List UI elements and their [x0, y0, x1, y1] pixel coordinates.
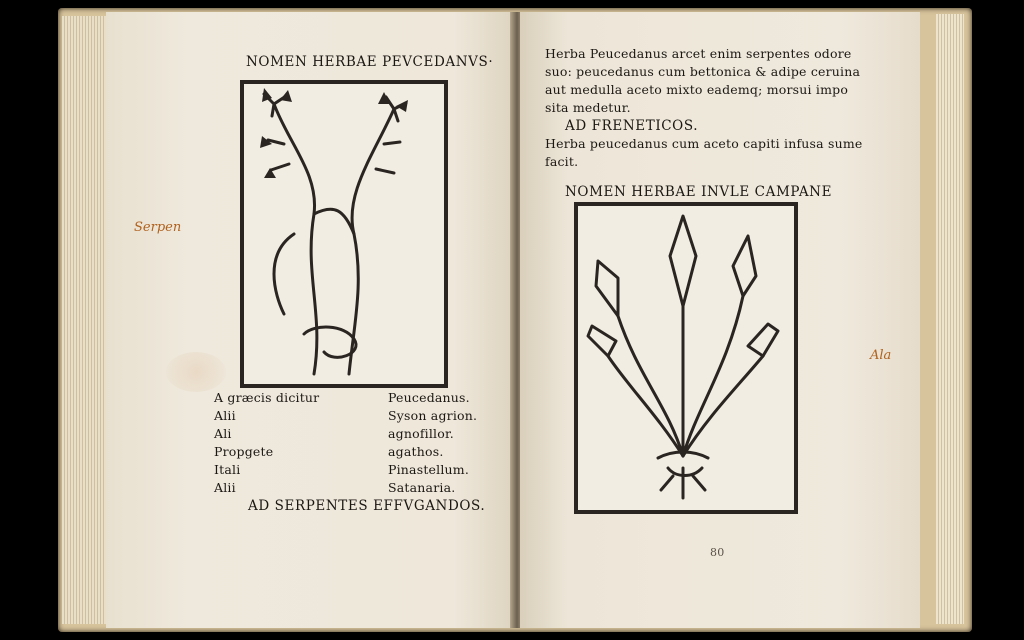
synonym-label: Alii: [214, 480, 236, 495]
peucedanus-illustration: [244, 84, 444, 384]
text-line: sita medetur.: [545, 100, 631, 115]
left-heading: NOMEN HERBAE PEVCEDANVS·: [246, 54, 494, 70]
synonym-label: Ali: [214, 426, 232, 441]
text-line: aut medulla aceto mixto eademq; morsui impo: [545, 82, 849, 97]
page-edges-right: [936, 14, 964, 624]
text-line: facit.: [545, 154, 579, 169]
peucedanus-woodcut: [240, 80, 448, 388]
text-line: suo: peucedanus cum bettonica & adipe ceruina: [545, 64, 861, 79]
synonym-name: agathos.: [388, 444, 444, 459]
inula-woodcut: [574, 202, 798, 514]
page-number: 80: [710, 546, 725, 559]
synonym-label: Alii: [214, 408, 236, 423]
synonym-name: Pinastellum.: [388, 462, 470, 477]
right-subheading: AD FRENETICOS.: [565, 118, 699, 134]
synonym-label: A græcis dicitur: [214, 390, 320, 405]
synonym-name: agnofillor.: [388, 426, 454, 441]
open-book: [58, 8, 972, 632]
synonym-name: Satanaria.: [388, 480, 456, 495]
text-line: Herba peucedanus cum aceto capiti infusa sume: [545, 136, 863, 151]
left-page: [106, 12, 516, 628]
synonym-name: Peucedanus.: [388, 390, 470, 405]
text-line: Herba Peucedanus arcet enim serpentes odore: [545, 46, 852, 61]
synonym-name: Syson agrion.: [388, 408, 478, 423]
right-page: [520, 12, 920, 628]
right-heading: NOMEN HERBAE INVLE CAMPANE: [565, 184, 833, 200]
synonym-label: Propgete: [214, 444, 274, 459]
left-subheading: AD SERPENTES EFFVGANDOS.: [248, 498, 486, 514]
right-margin-note: Ala: [870, 348, 892, 363]
inula-illustration: [578, 206, 794, 510]
left-margin-note: Serpen: [134, 220, 182, 235]
synonym-label: Itali: [214, 462, 241, 477]
